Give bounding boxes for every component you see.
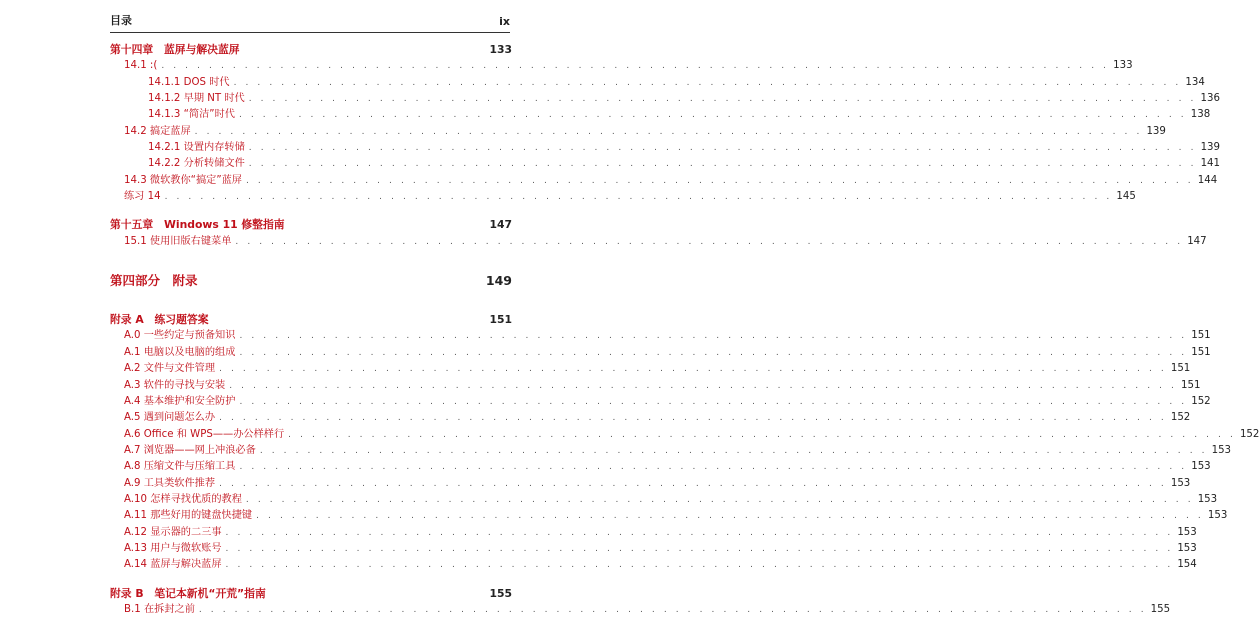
toc-section-entry[interactable] (110, 508, 1228, 524)
toc-section-entry[interactable] (110, 427, 1259, 443)
dot-leader: . . . . . . . . . . . . . . . . . . . . . . . . . . . . . . . . . . . . . . . . . . . . . . . . . . . . . . . . . . . . . . . . . . . . . . . . . . . . . . . . (259, 445, 1208, 456)
toc-entry-title: A.11 那些好用的键盘快捷键 (124, 510, 253, 522)
toc-entry-page: 151 (489, 313, 512, 327)
toc-entry-title: A.12 显示器的二三事 (124, 526, 222, 538)
toc-entry-title: 附录 A 练习题答案 (110, 313, 209, 327)
toc-section-entry[interactable] (110, 107, 1211, 123)
toc-chapter-entry[interactable] (110, 586, 512, 602)
toc-entry-title: 14.1 :( (124, 60, 158, 72)
dot-leader: . . . . . . . . . . . . . . . . . . . . . . . . . . . . . . . . . . . . . . . . . . . . . . . . . . . . . . . . . . . . . . . . . . . . . . . . . . . . . . . . (229, 380, 1178, 391)
toc-entry-page: 145 (1116, 191, 1136, 203)
toc-entry-page: 152 (1170, 412, 1191, 424)
toc-section-entry[interactable] (110, 75, 1205, 91)
toc-section-entry[interactable] (110, 459, 1211, 475)
toc-entry-page: 141 (1200, 158, 1221, 170)
toc-entry-page: 154 (1177, 559, 1197, 571)
toc-entry-title: A.8 压缩文件与压缩工具 (124, 461, 236, 473)
toc-entry-title: A.2 文件与文件管理 (124, 363, 216, 375)
toc-entry-title: 14.2 搞定蓝屏 (124, 125, 191, 137)
dot-leader: . . . . . . . . . . . . . . . . . . . . . . . . . . . . . . . . . . . . . . . . . . . . . . . . . . . . . . . . . . . . . . . . . . . . . . . . . . . . . . . . (248, 143, 1197, 154)
toc-entry-title: 14.3 微软教你“搞定”蓝屏 (124, 174, 242, 186)
toc-entry-page: 133 (1113, 60, 1133, 72)
toc-section-entry[interactable] (110, 410, 1191, 426)
toc-entry-page: 139 (1200, 142, 1221, 154)
toc-entry-title: 第四部分 附录 (110, 273, 198, 289)
toc-section-entry[interactable] (110, 525, 1197, 541)
dot-leader: . . . . . . . . . . . . . . . . . . . . . . . . . . . . . . . . . . . . . . . . . . . . . . . . . . . . . . . . . . . . . . . . . . . . . . . . . . . . . . . . (238, 110, 1187, 121)
group-spacer (110, 574, 512, 586)
dot-leader: . . . . . . . . . . . . . . . . . . . . . . . . . . . . . . . . . . . . . . . . . . . . . . . . . . . . . . . . . . . . . . . . . . . . . . . . . . . . . . . . (219, 478, 1167, 489)
toc-entry-title: A.14 蓝屏与解决蓝屏 (124, 559, 222, 571)
group-spacer (110, 250, 512, 270)
toc-entry-title: 14.1.2 早期 NT 时代 (148, 93, 245, 105)
dot-leader: . . . . . . . . . . . . . . . . . . . . . . . . . . . . . . . . . . . . . . . . . . . . . . . . . . . . . . . . . . . . . . . . . . . . . . . . . . . . . . . . (219, 364, 1167, 375)
toc-section-entry[interactable] (110, 394, 1211, 410)
toc-entry-title: A.4 基本维护和安全防护 (124, 395, 236, 407)
toc-entry-title: A.6 Office 和 WPS——办公样样行 (124, 428, 285, 440)
dot-leader: . . . . . . . . . . . . . . . . . . . . . . . . . . . . . . . . . . . . . . . . . . . . . . . . . . . . . . . . . . . . . . . . . . . . . . . . . . . . . . . . (225, 543, 1174, 554)
toc-entry-page: 151 (1191, 330, 1211, 342)
toc-entry-title: A.1 电脑以及电脑的组成 (124, 346, 236, 358)
toc-entry-page: 153 (1207, 510, 1228, 522)
toc-entry-title: 14.1.3 “简洁”时代 (148, 109, 235, 121)
toc-section-entry[interactable] (110, 541, 1197, 557)
running-header (110, 12, 510, 33)
toc-section-entry[interactable] (110, 557, 1197, 573)
toc-entry-title: A.3 软件的寻找与安装 (124, 379, 226, 391)
toc-entry-title: 第十五章 Windows 11 修整指南 (110, 218, 285, 232)
toc-entry-title: 15.1 使用旧版右键菜单 (124, 235, 232, 247)
toc-section-entry[interactable] (110, 91, 1220, 107)
toc-entry-page: 138 (1190, 109, 1211, 121)
group-spacer (110, 205, 512, 217)
toc-entry-page: 134 (1185, 76, 1205, 88)
dot-leader: . . . . . . . . . . . . . . . . . . . . . . . . . . . . . . . . . . . . . . . . . . . . . . . . . . . . . . . . . . . . . . . . . . . . . . . . . . . . . . . . (235, 236, 1184, 247)
dot-leader: . . . . . . . . . . . . . . . . . . . . . . . . . . . . . . . . . . . . . . . . . . . . . . . . . . . . . . . . . . . . . . . . . . . . . . . . . . . . . . . . (288, 429, 1236, 440)
toc-chapter-entry[interactable] (110, 42, 512, 58)
toc-section-entry[interactable] (110, 58, 1133, 74)
toc-entry-page: 155 (1150, 603, 1171, 615)
toc-entry-page: 152 (1191, 395, 1211, 407)
toc-section-entry[interactable] (110, 476, 1191, 492)
toc-entry-page: 133 (489, 43, 512, 56)
toc-entry-title: A.0 一些约定与预备知识 (124, 330, 236, 342)
toc-entry-title: A.13 用户与微软账号 (124, 542, 222, 554)
table-of-contents (110, 42, 1259, 618)
toc-entry-title: A.10 怎样寻找优质的教程 (124, 493, 242, 505)
toc-entry-page: 151 (1191, 346, 1211, 358)
toc-entry-title: 14.2.2 分析转储文件 (148, 158, 245, 170)
toc-section-entry[interactable] (110, 140, 1221, 156)
dot-leader: . . . . . . . . . . . . . . . . . . . . . . . . . . . . . . . . . . . . . . . . . . . . . . . . . . . . . . . . . . . . . . . . . . . . . . . . . . . . . . . . (233, 77, 1182, 88)
toc-entry-page: 136 (1200, 93, 1220, 105)
toc-entry-title: A.9 工具类软件推荐 (124, 477, 216, 489)
toc-entry-title: 练习 14 (124, 191, 161, 203)
toc-section-entry[interactable] (110, 328, 1211, 344)
toc-entry-page: 151 (1181, 379, 1201, 391)
toc-section-entry[interactable] (110, 156, 1221, 172)
header-title: 目录 (110, 14, 132, 27)
toc-chapter-entry[interactable] (110, 312, 512, 328)
toc-part-entry[interactable] (110, 270, 512, 292)
toc-entry-title: 14.1.1 DOS 时代 (148, 76, 230, 88)
header-page-number: ix (499, 15, 510, 28)
toc-entry-page: 153 (1177, 542, 1197, 554)
dot-leader: . . . . . . . . . . . . . . . . . . . . . . . . . . . . . . . . . . . . . . . . . . . . . . . . . . . . . . . . . . . . . . . . . . . . . . . . . . . . . . . . (239, 331, 1188, 342)
dot-leader: . . . . . . . . . . . . . . . . . . . . . . . . . . . . . . . . . . . . . . . . . . . . . . . . . . . . . . . . . . . . . . . . . . . . . . . . . . . . . . . . (239, 462, 1188, 473)
dot-leader: . . . . . . . . . . . . . . . . . . . . . . . . . . . . . . . . . . . . . . . . . . . . . . . . . . . . . . . . . . . . . . . . . . . . . . . . . . . . . . . . (225, 560, 1174, 571)
toc-section-entry[interactable] (110, 443, 1232, 459)
toc-section-entry[interactable] (110, 234, 1207, 250)
toc-entry-page: 147 (1187, 235, 1207, 247)
toc-entry-page: 144 (1197, 174, 1218, 186)
toc-section-entry[interactable] (110, 492, 1218, 508)
dot-leader: . . . . . . . . . . . . . . . . . . . . . . . . . . . . . . . . . . . . . . . . . . . . . . . . . . . . . . . . . . . . . . . . . . . . . . . . . . . . . . . . (239, 396, 1188, 407)
toc-entry-title: 附录 B 笔记本新机“开荒”指南 (110, 586, 266, 600)
toc-section-entry[interactable] (110, 378, 1201, 394)
dot-leader: . . . . . . . . . . . . . . . . . . . . . . . . . . . . . . . . . . . . . . . . . . . . . . . . . . . . . . . . . . . . . . . . . . . . . . . . . . . . . . . . (248, 159, 1197, 170)
toc-entry-page: 152 (1239, 428, 1259, 440)
toc-section-entry[interactable] (110, 189, 1136, 205)
toc-section-entry[interactable] (110, 173, 1218, 189)
toc-entry-page: 147 (489, 218, 512, 232)
toc-entry-title: A.5 遇到问题怎么办 (124, 412, 216, 424)
toc-entry-page: 139 (1146, 125, 1166, 137)
toc-entry-page: 153 (1211, 444, 1232, 456)
toc-entry-title: B.1 在拆封之前 (124, 603, 195, 615)
dot-leader: . . . . . . . . . . . . . . . . . . . . . . . . . . . . . . . . . . . . . . . . . . . . . . . . . . . . . . . . . . . . . . . . . . . . . . . . . . . . . . . . (239, 347, 1188, 358)
dot-leader: . . . . . . . . . . . . . . . . . . . . . . . . . . . . . . . . . . . . . . . . . . . . . . . . . . . . . . . . . . . . . . . . . . . . . . . . . . . . . . . . (245, 175, 1194, 186)
dot-leader: . . . . . . . . . . . . . . . . . . . . . . . . . . . . . . . . . . . . . . . . . . . . . . . . . . . . . . . . . . . . . . . . . . . . . . . . . . . . . . . . (219, 413, 1167, 424)
toc-entry-page: 153 (1177, 526, 1197, 538)
dot-leader: . . . . . . . . . . . . . . . . . . . . . . . . . . . . . . . . . . . . . . . . . . . . . . . . . . . . . . . . . . . . . . . . . . . . . . . . . . . . . . . . (161, 61, 1110, 72)
toc-entry-page: 153 (1197, 493, 1218, 505)
toc-section-entry[interactable] (110, 602, 1171, 618)
toc-entry-page: 151 (1170, 363, 1191, 375)
dot-leader: . . . . . . . . . . . . . . . . . . . . . . . . . . . . . . . . . . . . . . . . . . . . . . . . . . . . . . . . . . . . . . . . . . . . . . . . . . . . . . . . (248, 94, 1197, 105)
toc-section-entry[interactable] (110, 124, 1166, 140)
group-spacer (110, 292, 512, 312)
toc-section-entry[interactable] (110, 345, 1211, 361)
dot-leader: . . . . . . . . . . . . . . . . . . . . . . . . . . . . . . . . . . . . . . . . . . . . . . . . . . . . . . . . . . . . . . . . . . . . . . . . . . . . . . . . (245, 494, 1194, 505)
toc-entry-title: 14.2.1 设置内存转储 (148, 142, 245, 154)
toc-entry-title: 第十四章 蓝屏与解决蓝屏 (110, 43, 240, 56)
toc-entry-title: A.7 浏览器——网上冲浪必备 (124, 444, 256, 456)
dot-leader: . . . . . . . . . . . . . . . . . . . . . . . . . . . . . . . . . . . . . . . . . . . . . . . . . . . . . . . . . . . . . . . . . . . . . . . . . . . . . . . . (225, 527, 1174, 538)
toc-entry-page: 153 (1191, 461, 1211, 473)
dot-leader: . . . . . . . . . . . . . . . . . . . . . . . . . . . . . . . . . . . . . . . . . . . . . . . . . . . . . . . . . . . . . . . . . . . . . . . . . . . . . . . . (194, 126, 1143, 137)
dot-leader: . . . . . . . . . . . . . . . . . . . . . . . . . . . . . . . . . . . . . . . . . . . . . . . . . . . . . . . . . . . . . . . . . . . . . . . . . . . . . . . . (164, 192, 1113, 203)
dot-leader: . . . . . . . . . . . . . . . . . . . . . . . . . . . . . . . . . . . . . . . . . . . . . . . . . . . . . . . . . . . . . . . . . . . . . . . . . . . . . . . . (256, 511, 1204, 522)
toc-chapter-entry[interactable] (110, 217, 512, 233)
toc-entry-page: 155 (489, 586, 512, 600)
toc-section-entry[interactable] (110, 361, 1191, 377)
toc-entry-page: 153 (1170, 477, 1191, 489)
dot-leader: . . . . . . . . . . . . . . . . . . . . . . . . . . . . . . . . . . . . . . . . . . . . . . . . . . . . . . . . . . . . . . . . . . . . . . . . . . . . . . . . (198, 604, 1147, 615)
toc-entry-page: 149 (485, 273, 512, 289)
